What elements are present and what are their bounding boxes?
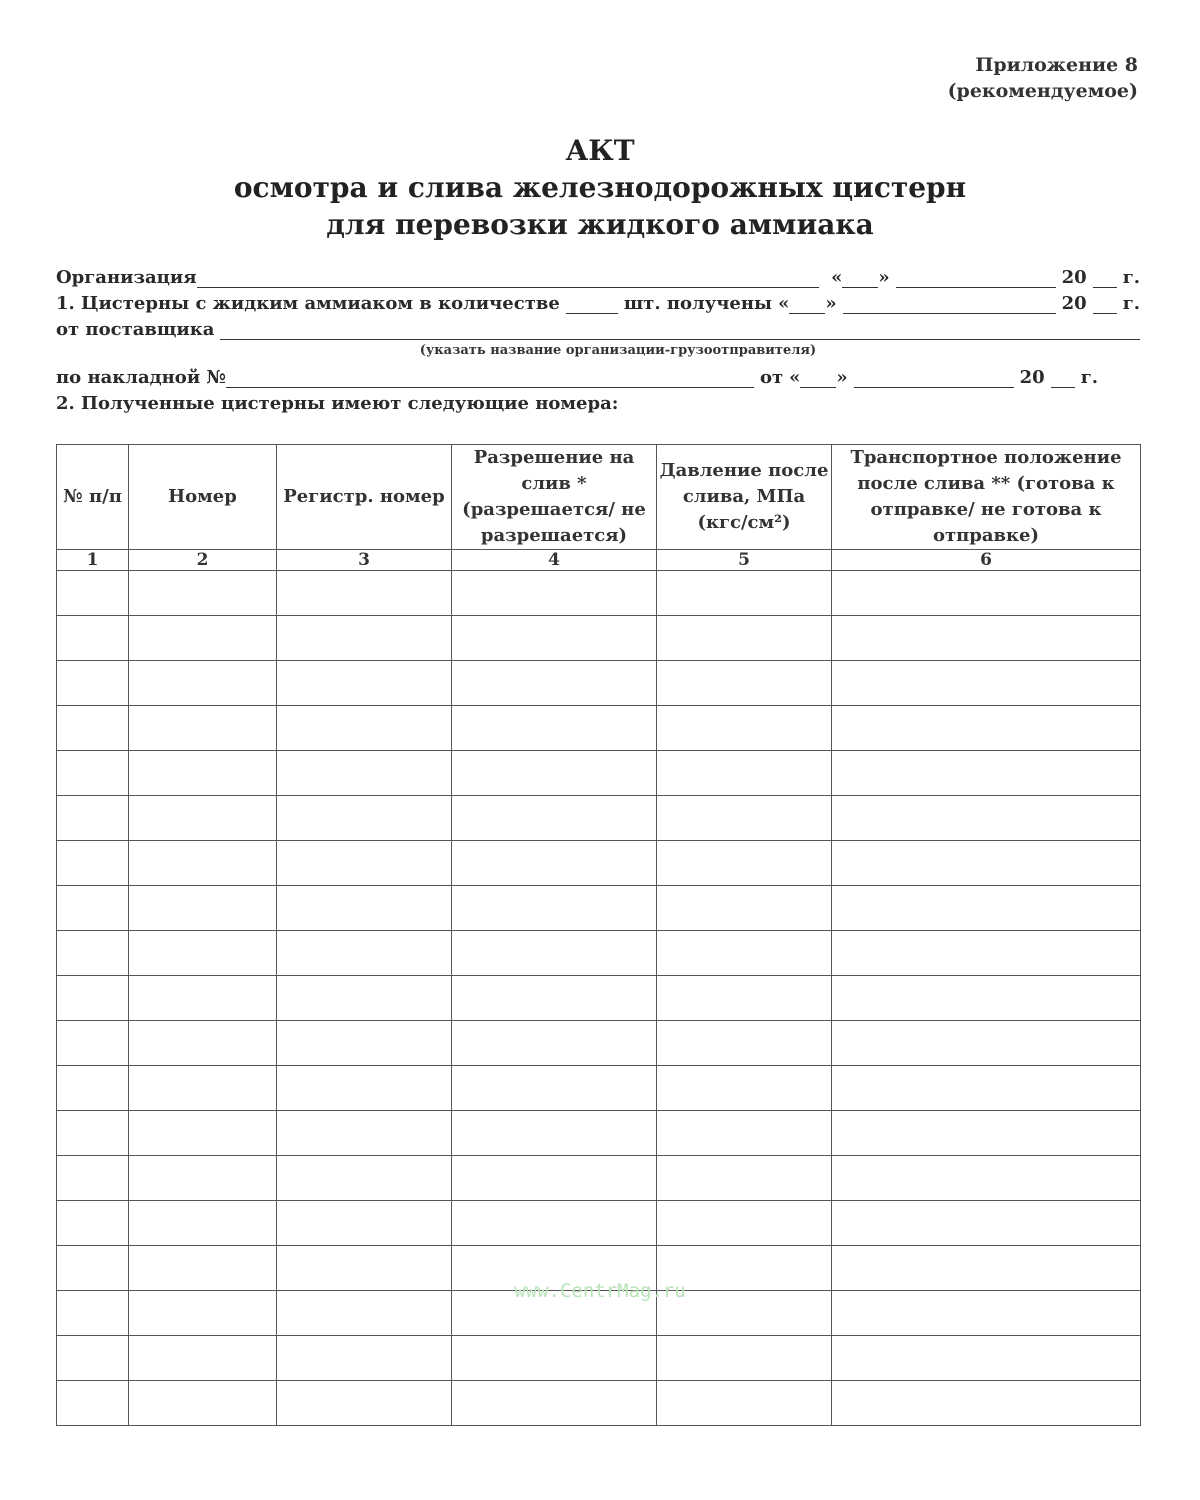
table-cell[interactable] [832, 661, 1141, 706]
table-row [57, 706, 1141, 751]
appendix-number: Приложение 8 [975, 54, 1138, 76]
table-cell[interactable] [129, 1156, 277, 1201]
received-year-field[interactable] [1093, 293, 1117, 314]
appendix-type: (рекомендуемое) [947, 80, 1138, 102]
table-cell[interactable] [452, 1201, 657, 1246]
table-cell[interactable] [129, 616, 277, 661]
table-cell[interactable] [57, 976, 129, 1021]
table-cell[interactable] [832, 1021, 1141, 1066]
table-cell[interactable] [277, 661, 452, 706]
table-cell[interactable] [452, 931, 657, 976]
table-cell[interactable] [129, 931, 277, 976]
quote-close: » [878, 267, 890, 288]
table-cell[interactable] [277, 1156, 452, 1201]
table-cell[interactable] [452, 616, 657, 661]
table-cell[interactable] [129, 706, 277, 751]
table-cell[interactable] [277, 1111, 452, 1156]
table-cell[interactable] [277, 1336, 452, 1381]
year-suffix: г. [1122, 267, 1140, 288]
pcs-received-label: шт. получены [623, 293, 773, 314]
table-cell[interactable] [129, 841, 277, 886]
table-row [57, 796, 1141, 841]
table-cell[interactable] [277, 1381, 452, 1426]
table-cell[interactable] [57, 1381, 129, 1426]
tanks-label: 1. Цистерны с жидким аммиаком в количестве [56, 293, 560, 314]
numbers-label: 2. Полученные цистерны имеют следующие номера: [56, 393, 619, 414]
table-cell[interactable] [832, 886, 1141, 931]
column-number: 2 [129, 550, 277, 571]
header-transport-status: Транспортное положение после слива ** (готова к отправке/ не готова к отправке) [832, 445, 1141, 550]
table-cell[interactable] [657, 1201, 832, 1246]
supplier-field[interactable] [220, 319, 1140, 340]
table-cell[interactable] [57, 1021, 129, 1066]
table-cell[interactable] [57, 1156, 129, 1201]
year-prefix: 20 [1061, 293, 1087, 314]
table-cell[interactable] [452, 1066, 657, 1111]
table-cell[interactable] [832, 1201, 1141, 1246]
table-cell[interactable] [129, 1021, 277, 1066]
table-cell[interactable] [832, 841, 1141, 886]
tanks-table [56, 444, 1141, 1426]
table-cell[interactable] [832, 571, 1141, 616]
table-cell[interactable] [57, 1066, 129, 1111]
table-cell[interactable] [277, 571, 452, 616]
waybill-month-field[interactable] [854, 367, 1014, 388]
table-row [57, 1381, 1141, 1426]
title-act: АКТ [565, 134, 635, 167]
appendix-label [948, 52, 1138, 104]
day-field[interactable] [842, 267, 878, 288]
table-cell[interactable] [129, 886, 277, 931]
table-cell[interactable] [57, 661, 129, 706]
table-row [57, 616, 1141, 661]
table-cell[interactable] [57, 796, 129, 841]
table-row [57, 931, 1141, 976]
header-index: № п/п [57, 445, 129, 550]
table-cell[interactable] [277, 1021, 452, 1066]
from-label: от [759, 367, 784, 388]
document-title [0, 132, 1200, 243]
received-day-field[interactable] [789, 293, 825, 314]
table-cell[interactable] [657, 841, 832, 886]
table-cell[interactable] [129, 1381, 277, 1426]
table-row [57, 886, 1141, 931]
header-drain-permission: Разрешение на слив * (разрешается/ не разрешается) [452, 445, 657, 550]
year-suffix: г. [1122, 293, 1140, 314]
table-cell[interactable] [452, 1111, 657, 1156]
header-fields [56, 262, 1140, 414]
table-cell[interactable] [277, 796, 452, 841]
table-cell[interactable] [832, 751, 1141, 796]
table-cell[interactable] [277, 706, 452, 751]
table-cell[interactable] [277, 841, 452, 886]
table-cell[interactable] [452, 796, 657, 841]
table-cell[interactable] [657, 751, 832, 796]
table-cell[interactable] [277, 616, 452, 661]
numbers-line [56, 388, 1140, 414]
column-number: 3 [277, 550, 452, 571]
table-cell[interactable] [657, 886, 832, 931]
table-cell[interactable] [277, 1066, 452, 1111]
year-suffix: г. [1080, 367, 1098, 388]
quote-close: » [825, 293, 837, 314]
table-cell[interactable] [832, 706, 1141, 751]
table-cell[interactable] [657, 1336, 832, 1381]
table-cell[interactable] [657, 1381, 832, 1426]
tanks-line [56, 288, 1140, 314]
month-field[interactable] [896, 267, 1056, 288]
organization-line [56, 262, 1140, 288]
waybill-line [56, 362, 1098, 388]
table-cell[interactable] [832, 1066, 1141, 1111]
supplier-hint: (указать название организации-грузоотправителя) [419, 343, 817, 358]
quote-open: « [778, 293, 790, 314]
table-row [57, 1111, 1141, 1156]
table-row [57, 1066, 1141, 1111]
column-number: 5 [657, 550, 832, 571]
waybill-day-field[interactable] [800, 367, 836, 388]
table-cell[interactable] [657, 1066, 832, 1111]
organization-label: Организация [56, 267, 197, 288]
table-cell[interactable] [832, 1381, 1141, 1426]
table-row [57, 1336, 1141, 1381]
table-cell[interactable] [452, 886, 657, 931]
table-cell[interactable] [277, 886, 452, 931]
table-cell[interactable] [452, 841, 657, 886]
table-cell[interactable] [657, 976, 832, 1021]
table-cell[interactable] [452, 706, 657, 751]
table-cell[interactable] [277, 976, 452, 1021]
table-cell[interactable] [129, 1336, 277, 1381]
header-number: Номер [129, 445, 277, 550]
waybill-year-field[interactable] [1051, 367, 1075, 388]
table-header-row [57, 445, 1141, 550]
table-cell[interactable] [277, 1201, 452, 1246]
table-cell[interactable] [657, 1021, 832, 1066]
table-cell[interactable] [57, 1111, 129, 1156]
table-cell[interactable] [129, 571, 277, 616]
table-cell[interactable] [57, 706, 129, 751]
table-cell[interactable] [452, 571, 657, 616]
table-cell[interactable] [452, 1156, 657, 1201]
table-cell[interactable] [452, 751, 657, 796]
table-cell[interactable] [657, 931, 832, 976]
table-row [57, 976, 1141, 1021]
table-cell[interactable] [657, 796, 832, 841]
quote-close: » [836, 367, 848, 388]
table-cell[interactable] [129, 751, 277, 796]
table-cell[interactable] [452, 1336, 657, 1381]
waybill-field[interactable] [226, 367, 754, 388]
table-cell[interactable] [277, 751, 452, 796]
title-purpose: для перевозки жидкого аммиака [326, 208, 874, 241]
table-cell[interactable] [452, 661, 657, 706]
table-row [57, 661, 1141, 706]
year-prefix: 20 [1019, 367, 1045, 388]
title-subject: осмотра и слива железнодорожных цистерн [233, 171, 967, 204]
table-cell[interactable] [129, 976, 277, 1021]
table-cell[interactable] [57, 1201, 129, 1246]
table-cell[interactable] [129, 1066, 277, 1111]
table-cell[interactable] [57, 886, 129, 931]
watermark: www.CentrMag.ru [514, 1280, 686, 1302]
header-registration-number: Регистр. номер [277, 445, 452, 550]
table-cell[interactable] [129, 1111, 277, 1156]
year-field[interactable] [1093, 267, 1117, 288]
organization-field[interactable] [197, 267, 820, 288]
table-cell[interactable] [452, 976, 657, 1021]
table-cell[interactable] [832, 1336, 1141, 1381]
table-cell[interactable] [832, 616, 1141, 661]
received-month-field[interactable] [843, 293, 1056, 314]
table-cell[interactable] [57, 616, 129, 661]
table-cell[interactable] [657, 706, 832, 751]
table-row [57, 751, 1141, 796]
table-cell[interactable] [657, 616, 832, 661]
table-cell[interactable] [57, 841, 129, 886]
table-cell[interactable] [57, 571, 129, 616]
table-cell[interactable] [57, 1336, 129, 1381]
quote-open: « [831, 267, 843, 288]
supplier-label: от поставщика [56, 319, 215, 340]
table-cell[interactable] [452, 1021, 657, 1066]
year-prefix: 20 [1061, 267, 1087, 288]
table-row [57, 841, 1141, 886]
column-number: 4 [452, 550, 657, 571]
table-cell[interactable] [657, 571, 832, 616]
header-pressure: Давление после слива, МПа (кгс/см²) [657, 445, 832, 550]
table-cell[interactable] [452, 1381, 657, 1426]
table-cell[interactable] [657, 1156, 832, 1201]
table-cell[interactable] [57, 751, 129, 796]
supplier-line [56, 314, 1140, 340]
table-cell[interactable] [832, 1156, 1141, 1201]
table-row [57, 1201, 1141, 1246]
table-row [57, 1021, 1141, 1066]
table-row [57, 571, 1141, 616]
table-cell[interactable] [277, 931, 452, 976]
table-cell[interactable] [129, 1201, 277, 1246]
quantity-field[interactable] [566, 293, 618, 314]
table-cell[interactable] [129, 796, 277, 841]
table-cell[interactable] [832, 1111, 1141, 1156]
table-row [57, 1156, 1141, 1201]
table-cell[interactable] [832, 976, 1141, 1021]
table-cell[interactable] [657, 661, 832, 706]
quote-open: « [789, 367, 801, 388]
table-cell[interactable] [657, 1111, 832, 1156]
table-cell[interactable] [832, 931, 1141, 976]
column-number: 6 [832, 550, 1141, 571]
table-cell[interactable] [832, 796, 1141, 841]
column-number: 1 [57, 550, 129, 571]
table-cell[interactable] [57, 931, 129, 976]
table-cell[interactable] [129, 661, 277, 706]
waybill-label: по накладной № [56, 367, 226, 388]
column-number-row [57, 550, 1141, 571]
